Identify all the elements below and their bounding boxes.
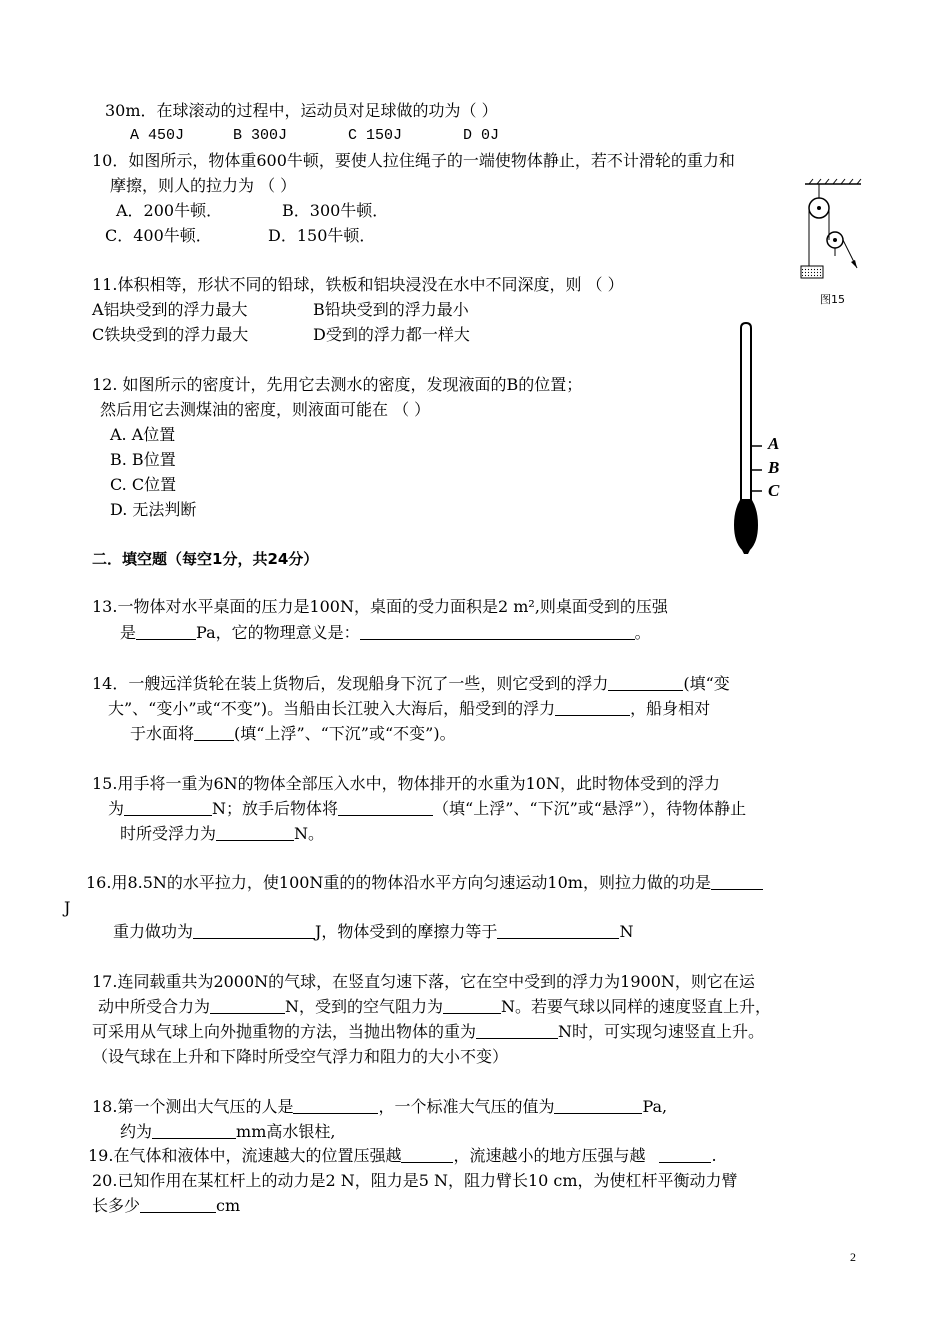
q15-line2 xyxy=(108,799,746,819)
q19-blank-fast[interactable] xyxy=(401,1146,453,1163)
q11-option-a: A铝块受到的浮力最大 xyxy=(92,300,248,319)
q15-blank-final-buoyancy[interactable] xyxy=(216,824,294,841)
q19-line xyxy=(88,1146,717,1166)
q17-line3 xyxy=(92,1022,764,1042)
q14-blank-buoyancy[interactable] xyxy=(608,674,683,691)
q17-text-b: N，受到的空气阻力为 xyxy=(285,997,444,1016)
q20-line1: 20.已知作用在某杠杆上的动力是2 N，阻力是5 N，阻力臂长10 cm，为使杠杆平衡动力臂 xyxy=(92,1171,738,1190)
q17-blank-thrown-weight[interactable] xyxy=(476,1022,558,1039)
q14-line3 xyxy=(130,724,456,744)
q12-option-b: B. B位置 xyxy=(110,450,176,469)
q13-line2 xyxy=(120,623,651,643)
q10-stem-line1: 10．如图所示，物体重600牛顿，要使人拉住绳子的一端使物体静止，若不计滑轮的重力和 xyxy=(92,151,735,170)
pulley-figure-caption: 图15 xyxy=(820,293,845,306)
q16-blank-gravity-work[interactable] xyxy=(193,922,315,939)
q14-text-e: 于水面将 xyxy=(130,724,195,743)
q17-blank-net-force[interactable] xyxy=(210,997,285,1014)
q18-line2 xyxy=(120,1122,335,1142)
q18-text-a: 18.第一个测出大气压的人是 xyxy=(92,1097,294,1116)
q20-blank-arm-length[interactable] xyxy=(140,1196,216,1213)
q13-text-a: 是 xyxy=(120,623,137,642)
q17-text-d: 可采用从气球上向外抛重物的方法，当抛出物体的重为 xyxy=(92,1022,477,1041)
q9-option-d: D 0J xyxy=(463,127,500,144)
q13-text-c: 。 xyxy=(634,623,651,642)
q16-text-c: J，物体受到的摩擦力等于 xyxy=(315,922,498,941)
q16-wrap-unit: J xyxy=(64,898,71,917)
q17-line2 xyxy=(98,997,771,1017)
q12-option-d: D. 无法判断 xyxy=(110,500,197,519)
q19-text-c: . xyxy=(711,1146,717,1165)
q13-blank-pressure[interactable] xyxy=(136,623,196,640)
hydrometer-mark-b: B xyxy=(768,458,780,477)
q16-line1 xyxy=(86,873,763,893)
q18-text-b: ，一个标准大气压的值为 xyxy=(378,1097,555,1116)
q15-line3 xyxy=(120,824,324,844)
q15-text-d: 时所受浮力为 xyxy=(120,824,217,843)
q19-blank-slow[interactable] xyxy=(659,1146,711,1163)
q12-stem-line2: 然后用它去测煤油的密度，则液面可能在 （ ） xyxy=(100,400,431,419)
q17-text-a: 动中所受合力为 xyxy=(98,997,211,1016)
q16-text-d: N xyxy=(619,922,634,941)
q15-text-e: N。 xyxy=(294,824,325,843)
q14-blank-sea-buoyancy[interactable] xyxy=(555,699,630,716)
q9-stem-tail: 30m．在球滚动的过程中，运动员对足球做的功为（ ） xyxy=(105,101,498,120)
q20-text-a: 长多少 xyxy=(92,1196,141,1215)
q13-line1: 13.一物体对水平桌面的压力是100N，桌面的受力面积是2 m²,则桌面受到的压强 xyxy=(92,597,668,616)
q18-text-e: mm高水银柱, xyxy=(236,1122,336,1141)
q20-line2 xyxy=(92,1196,240,1216)
q15-blank-state[interactable] xyxy=(338,799,433,816)
q14-text-f: (填“上浮”、“下沉”或“不变”)。 xyxy=(234,724,456,743)
q10-stem-line2: 摩擦，则人的拉力为 （ ） xyxy=(110,176,297,195)
q14-text-d: ，船身相对 xyxy=(630,699,711,718)
q9-option-b: B 300J xyxy=(233,127,288,144)
q10-option-c: C．400牛顿． xyxy=(105,226,212,245)
hydrometer-figure xyxy=(728,320,768,556)
q11-option-d: D受到的浮力都一样大 xyxy=(313,325,470,344)
q12-option-c: C. C位置 xyxy=(110,475,177,494)
q19-text-a: 19.在气体和液体中，流速越大的位置压强越 xyxy=(88,1146,402,1165)
q16-blank-friction[interactable] xyxy=(497,922,619,939)
q12-stem-line1: 12. 如图所示的密度计，先用它去测水的密度，发现液面的B的位置； xyxy=(92,375,583,394)
q9-option-c: C 150J xyxy=(348,127,403,144)
q15-line1: 15.用手将一重为6N的物体全部压入水中，物体排开的水重为10N，此时物体受到的浮力 xyxy=(92,774,720,793)
q18-blank-mercury-height[interactable] xyxy=(152,1122,236,1139)
q17-text-e: N时，可实现匀速竖直上升。 xyxy=(558,1022,765,1041)
q19-text-b: ，流速越小的地方压强与越 xyxy=(453,1146,646,1165)
q13-blank-meaning[interactable] xyxy=(360,623,635,640)
q12-option-a: A. A位置 xyxy=(110,425,176,444)
q10-option-a: A．200牛顿． xyxy=(116,201,223,220)
q9-option-a: A 450J xyxy=(130,127,185,144)
q16-blank-work[interactable] xyxy=(711,873,763,890)
q15-blank-buoyancy[interactable] xyxy=(124,799,212,816)
q16-text-a: 16.用8.5N的水平拉力，使100N重的的物体沿水平方向匀速运动10m，则拉力做的功是 xyxy=(86,873,711,892)
q18-blank-scientist[interactable] xyxy=(293,1097,378,1114)
q18-blank-pressure-value[interactable] xyxy=(554,1097,642,1114)
q14-blank-motion[interactable] xyxy=(194,724,234,741)
q10-option-b: B．300牛顿． xyxy=(282,201,389,220)
q16-line2 xyxy=(113,922,633,942)
hydrometer-mark-a: A xyxy=(768,434,780,453)
q11-option-c: C铁块受到的浮力最大 xyxy=(92,325,249,344)
q11-stem: 11.体积相等，形状不同的铅球，铁板和铝块浸没在水中不同深度，则 （ ） xyxy=(92,275,624,294)
page-number: 2 xyxy=(850,1250,856,1264)
q17-blank-air-resistance[interactable] xyxy=(443,997,501,1014)
q15-text-b: N；放手后物体将 xyxy=(212,799,339,818)
section-heading: 二．填空题（每空1分，共24分） xyxy=(92,550,319,568)
q11-option-b: B铅块受到的浮力最小 xyxy=(313,300,469,319)
q18-text-c: Pa, xyxy=(642,1097,668,1116)
q14-text-c: 大”、“变小”或“不变”)。当船由长江驶入大海后，船受到的浮力 xyxy=(108,699,556,718)
q14-line2 xyxy=(108,699,710,719)
q18-text-d: 约为 xyxy=(120,1122,153,1141)
q18-line1 xyxy=(92,1097,667,1117)
q13-text-b: Pa，它的物理意义是： xyxy=(196,623,360,642)
q16-text-b: 重力做功为 xyxy=(113,922,194,941)
q17-line4: （设气球在上升和下降时所受空气浮力和阻力的大小不变） xyxy=(92,1047,509,1066)
hydrometer-mark-c: C xyxy=(768,481,780,500)
q17-text-c: N。若要气球以同样的速度竖直上升， xyxy=(501,997,772,1016)
q17-line1: 17.连同载重共为2000N的气球，在竖直匀速下落，它在空中受到的浮力为1900N，则它在运 xyxy=(92,972,755,991)
q14-text-a: 14．一艘远洋货轮在装上货物后，发现船身下沉了一些，则它受到的浮力 xyxy=(92,674,609,693)
q14-text-b: (填“变 xyxy=(683,674,730,693)
q10-option-d: D．150牛顿． xyxy=(268,226,376,245)
pulley-figure xyxy=(795,178,865,306)
q15-text-c: （填“上浮”、“下沉”或“悬浮”），待物体静止 xyxy=(433,799,747,818)
q20-text-b: cm xyxy=(216,1196,241,1215)
q15-text-a: 为 xyxy=(108,799,125,818)
q14-line1 xyxy=(92,674,730,694)
